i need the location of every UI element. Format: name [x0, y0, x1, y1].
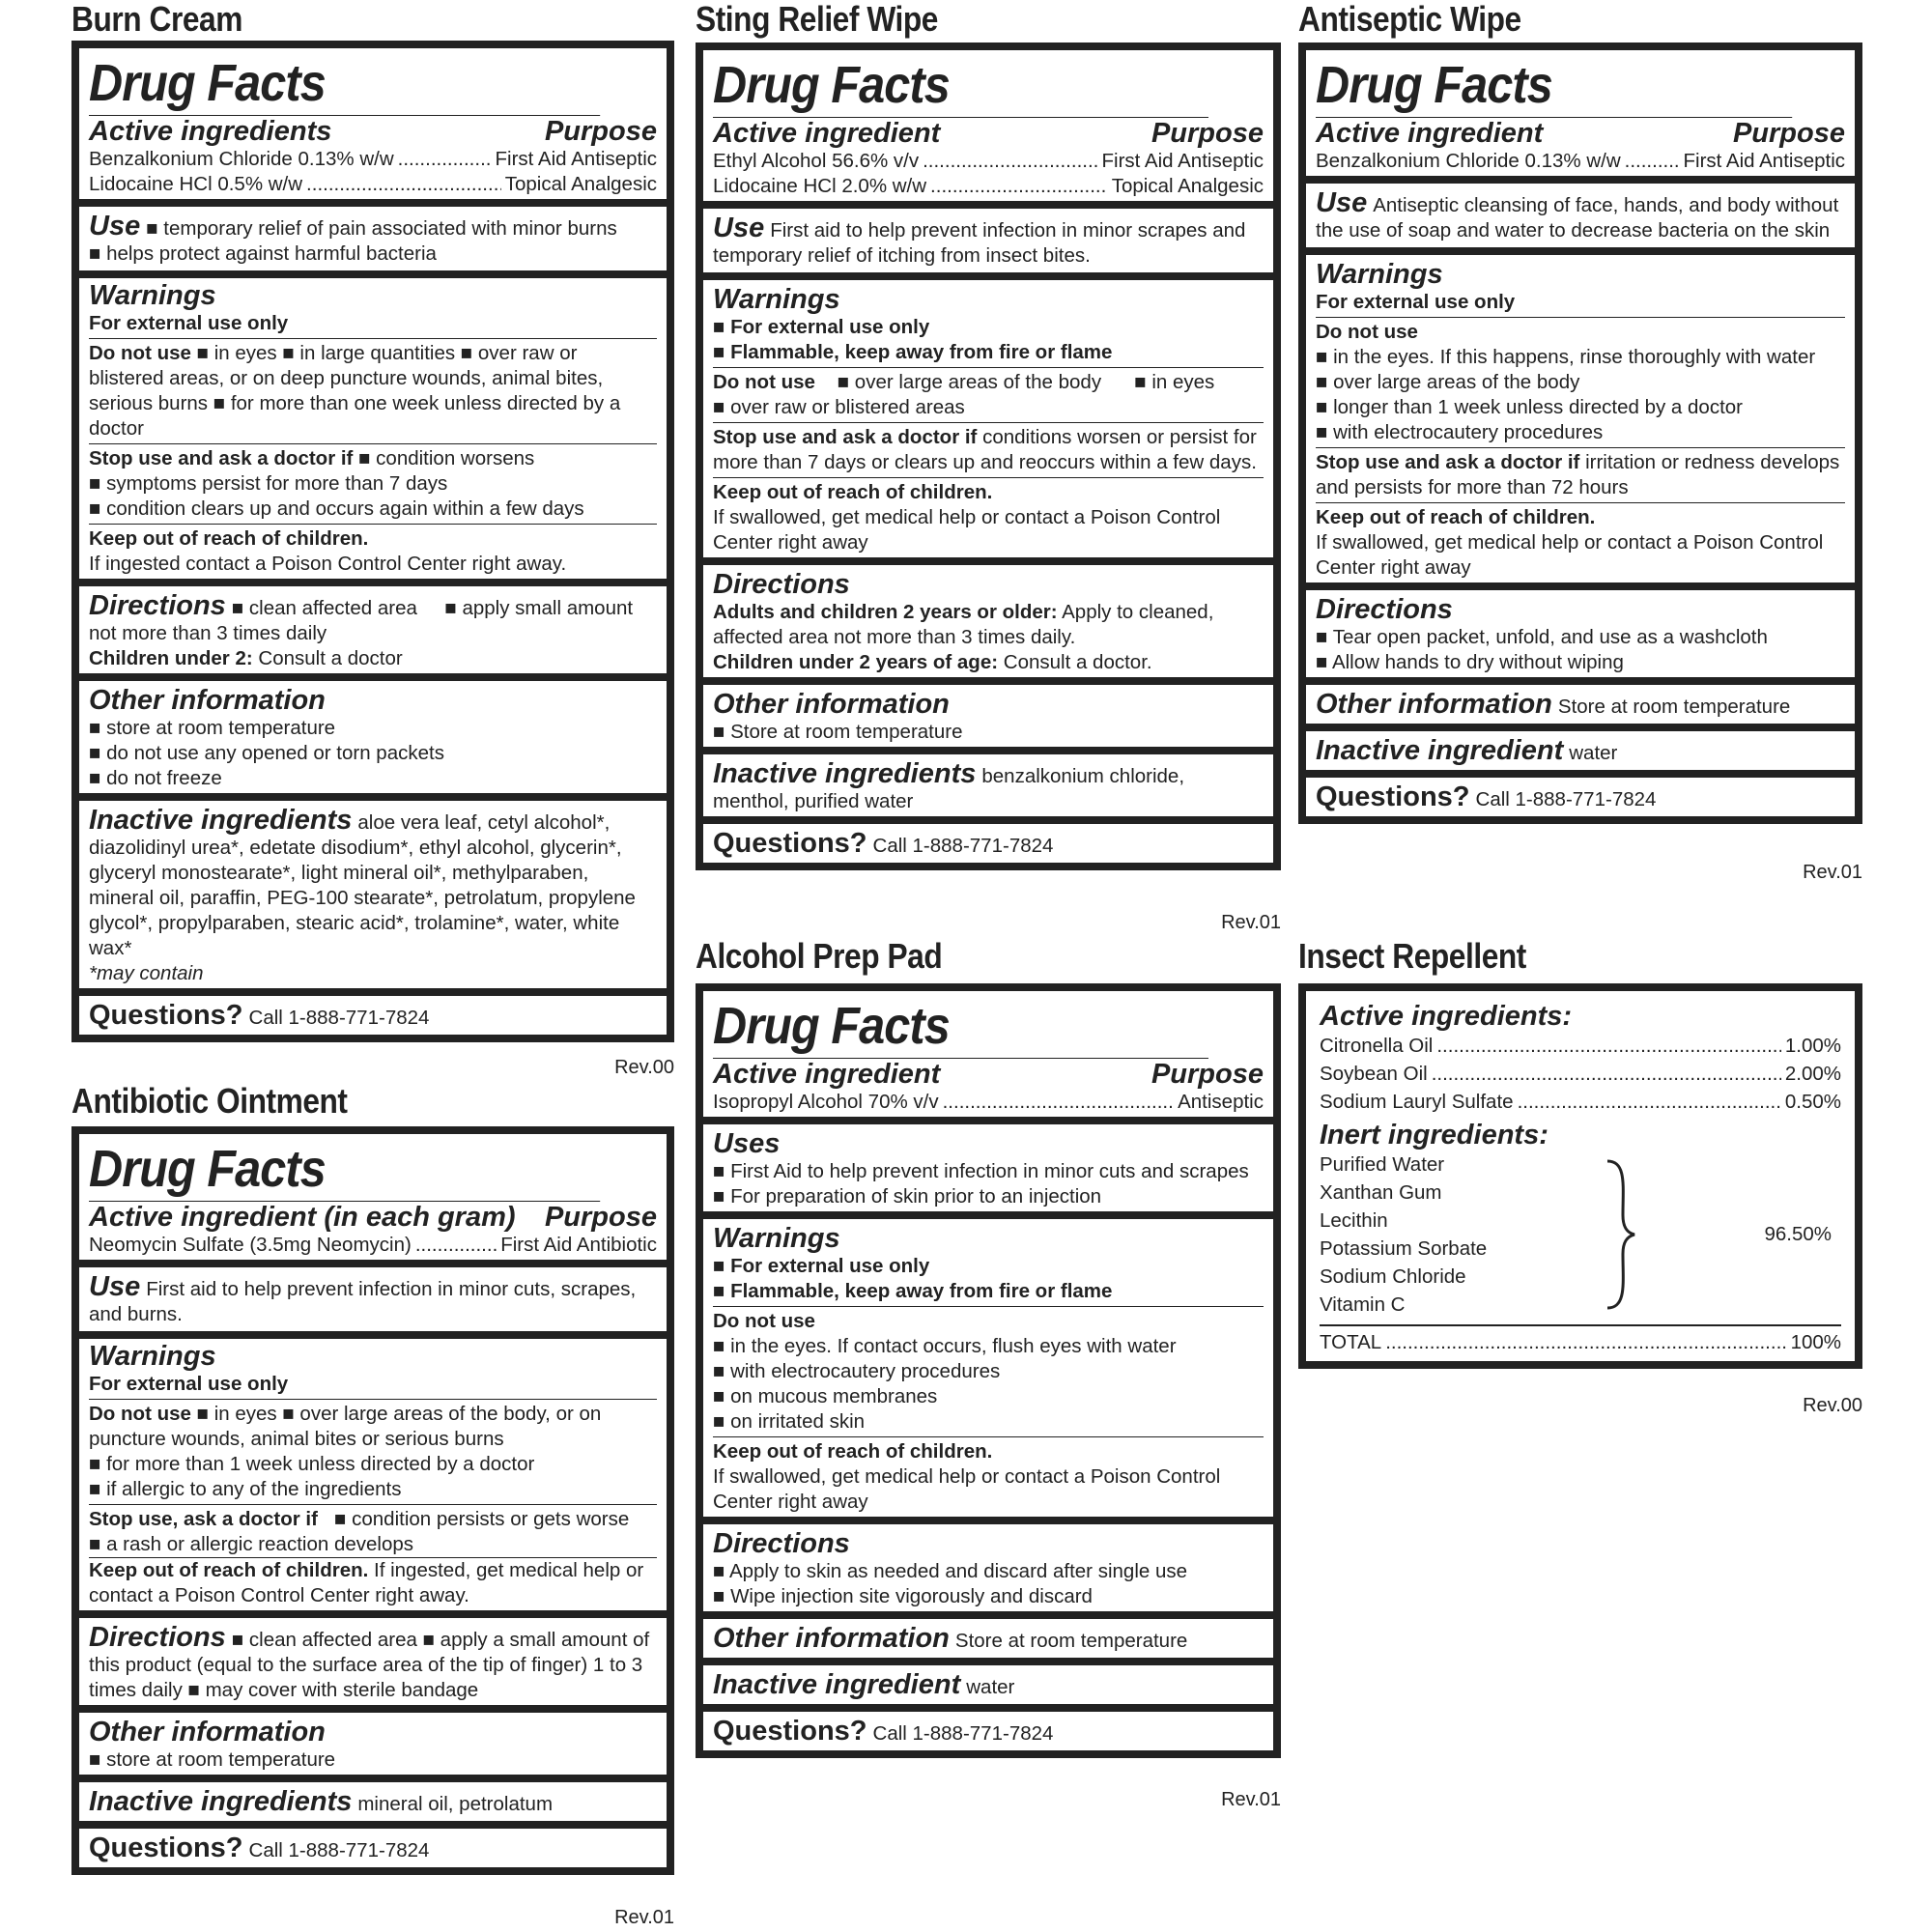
ingredient-row: [713, 149, 1264, 174]
ingredient-name: Lidocaine HCl 2.0% w/w: [713, 175, 927, 197]
warnings-heading: Warnings: [89, 280, 216, 311]
adults-label: Adults and children 2 years or older:: [713, 601, 1058, 623]
keep-out-heading: Keep out of reach of children.: [713, 1440, 993, 1463]
questions-section: [703, 816, 1273, 863]
questions-heading: Questions?: [89, 1000, 243, 1031]
ingredient-row: [713, 174, 1264, 199]
directions-section: [1306, 582, 1855, 677]
inactive-section: [79, 793, 667, 988]
antibiotic-title: Antibiotic Ointment: [71, 1081, 348, 1121]
do-not-use-item: ■ over raw or blistered areas: [713, 396, 965, 418]
warnings-section: [79, 1331, 667, 1610]
do-not-use-item: ■ in eyes ■ over large areas of the body, or on puncture wounds, animal bites or serious burns: [89, 1403, 602, 1450]
warning-item: ■ For external use only: [713, 1255, 930, 1277]
sting-relief-title: Sting Relief Wipe: [696, 0, 938, 39]
use-item: ■ For preparation of skin prior to an injection: [713, 1185, 1102, 1208]
alcohol-prep-panel: [696, 937, 1281, 1758]
questions-heading: Questions?: [713, 828, 867, 859]
other-info-item: ■ store at room temperature: [89, 1748, 336, 1771]
direction-item: ■ Tear open packet, unfold, and use as a washcloth: [1316, 626, 1768, 648]
do-not-use-item: ■ in eyes: [1134, 371, 1215, 393]
active-ingredients-heading: Active ingredients:: [1320, 1001, 1573, 1032]
drug-facts-heading: Drug Facts: [89, 1135, 600, 1202]
burn-cream-title: Burn Cream: [71, 0, 242, 39]
questions-heading: Questions?: [1316, 781, 1470, 812]
keep-out-text: If swallowed, get medical help or contact a Poison Control Center right away: [713, 506, 1221, 554]
inactive-heading: Inactive ingredient: [713, 1669, 961, 1700]
ingredient-name: Isopropyl Alcohol 70% v/v: [713, 1091, 939, 1113]
warnings-section: [703, 272, 1273, 557]
other-info-heading: Other information: [713, 1623, 950, 1654]
other-info-heading: Other information: [713, 689, 950, 720]
ingredient-row: [713, 1090, 1264, 1115]
ingredient-row: [1316, 149, 1845, 174]
external-use-note: For external use only: [1316, 291, 1516, 313]
burn-cream-panel: [71, 0, 674, 1042]
inactive-text: water: [1569, 742, 1618, 764]
active-heading: Active ingredient: [713, 1059, 941, 1090]
other-info-item: ■ Store at room temperature: [713, 721, 963, 743]
purpose-heading: Purpose: [1151, 1059, 1264, 1090]
inert-percent: 96.50%: [1764, 1223, 1832, 1245]
do-not-use-item: ■ if allergic to any of the ingredients: [89, 1478, 402, 1500]
direction-item: not more than 3 times daily: [89, 622, 327, 644]
other-info-section: [1306, 677, 1855, 724]
do-not-use-item: ■ on mucous membranes: [713, 1385, 938, 1407]
direction-item: ■ Allow hands to dry without wiping: [1316, 651, 1624, 673]
antiseptic-drug-facts: [1298, 43, 1862, 824]
ingredient-purpose: First Aid Antibiotic: [500, 1234, 657, 1256]
do-not-use-item: ■ in the eyes. If contact occurs, flush eyes with water: [713, 1335, 1177, 1357]
do-not-use-heading: Do not use: [713, 371, 815, 393]
stop-item: ■ a rash or allergic reaction develops: [89, 1533, 413, 1555]
other-info-section: [79, 673, 667, 793]
other-info-text: Store at room temperature: [1557, 696, 1791, 718]
warnings-heading: Warnings: [713, 1223, 840, 1254]
questions-section: [1306, 770, 1855, 816]
active-heading: Active ingredient (in each gram): [89, 1202, 516, 1233]
inactive-section: [703, 747, 1273, 816]
inert-ingredient: Purified Water: [1320, 1153, 1445, 1176]
inert-ingredients-group: [1320, 1151, 1841, 1319]
warnings-heading: Warnings: [89, 1341, 216, 1372]
keep-out-heading: Keep out of reach of children.: [89, 1559, 369, 1581]
ingredient-name: Sodium Lauryl Sulfate: [1320, 1091, 1514, 1113]
stop-item: ■ condition persists or gets worse: [334, 1508, 630, 1530]
antiseptic-revision: Rev.01: [1803, 862, 1862, 883]
may-contain-note: *may contain: [89, 962, 204, 984]
sting-relief-revision: Rev.01: [1221, 912, 1281, 933]
alcohol-prep-revision: Rev.01: [1221, 1789, 1281, 1810]
other-info-item: ■ do not freeze: [89, 767, 222, 789]
stop-use-heading: Stop use and ask a doctor if: [1316, 451, 1580, 473]
keep-out-heading: Keep out of reach of children.: [1316, 506, 1596, 528]
warnings-heading: Warnings: [713, 284, 840, 315]
drug-facts-heading: Drug Facts: [713, 51, 1208, 118]
directions-text: ■ clean affected area ■ apply a small amount of this product (equal to the surface area of the tip of finger) 1 to 3 times daily ■ may cover with sterile bandage: [89, 1629, 650, 1701]
alcohol-prep-drug-facts: [696, 983, 1281, 1758]
ingredient-purpose: First Aid Antiseptic: [1683, 150, 1845, 172]
direction-item: ■ Wipe injection site vigorously and discard: [713, 1585, 1093, 1607]
inert-ingredient: Lecithin: [1320, 1209, 1388, 1232]
children-label: Children under 2 years of age:: [713, 651, 999, 673]
ingredient-percent: 0.50%: [1784, 1091, 1841, 1113]
active-ingredient-row: [1320, 1088, 1841, 1116]
purpose-heading: Purpose: [1732, 118, 1845, 149]
ingredient-name: Soybean Oil: [1320, 1063, 1428, 1085]
insect-repellent-revision: Rev.00: [1803, 1395, 1862, 1416]
other-info-item: ■ do not use any opened or torn packets: [89, 742, 444, 764]
do-not-use-heading: Do not use: [89, 1403, 191, 1425]
active-section: [703, 991, 1273, 1117]
stop-item: ■ condition clears up and occurs again within a few days: [89, 497, 584, 520]
purpose-heading: Purpose: [544, 1202, 657, 1233]
other-info-item: ■ store at room temperature: [89, 717, 336, 739]
do-not-use-item: ■ on irritated skin: [713, 1410, 866, 1433]
ingredient-name: Benzalkonium Chloride 0.13% w/w: [89, 148, 394, 170]
active-section: [79, 1134, 667, 1260]
sting-relief-drug-facts: [696, 43, 1281, 870]
phone-number: Call 1-888-771-7824: [872, 835, 1054, 857]
keep-out-text: If ingested contact a Poison Control Center right away.: [89, 553, 567, 575]
inactive-heading: Inactive ingredients: [713, 758, 977, 789]
active-section: [703, 50, 1273, 201]
warning-item: ■ Flammable, keep away from fire or flame: [713, 1280, 1113, 1302]
keep-out-text: If swallowed, get medical help or contact a Poison Control Center right away: [713, 1465, 1221, 1513]
brace-icon: [1602, 1157, 1640, 1312]
antibiotic-ointment-panel: [71, 1082, 674, 1875]
ingredient-row: [89, 1233, 657, 1258]
directions-heading: Directions: [89, 1622, 226, 1653]
use-heading: Use: [89, 211, 141, 242]
phone-number: Call 1-888-771-7824: [872, 1722, 1054, 1745]
ingredient-percent: 1.00%: [1784, 1035, 1841, 1057]
active-heading: Active ingredient: [1316, 118, 1544, 149]
inactive-text: mineral oil, petrolatum: [357, 1793, 554, 1815]
use-heading: Use: [89, 1271, 141, 1302]
phone-number: Call 1-888-771-7824: [248, 1007, 430, 1029]
other-info-heading: Other information: [89, 685, 326, 716]
stop-item: ■ condition worsens: [358, 447, 535, 469]
active-section: [79, 48, 667, 199]
ingredient-purpose: Topical Analgesic: [1111, 175, 1264, 197]
children-label: Children under 2:: [89, 647, 253, 669]
warnings-section: [1306, 247, 1855, 582]
burn-cream-drug-facts: [71, 41, 674, 1042]
other-info-section: [79, 1705, 667, 1775]
children-text: Consult a doctor: [252, 647, 403, 669]
active-ingredient-row: [1320, 1060, 1841, 1088]
keep-out-text: If swallowed, get medical help or contact a Poison Control Center right away: [1316, 531, 1824, 579]
ingredient-purpose: First Aid Antiseptic: [1101, 150, 1264, 172]
questions-section: [79, 988, 667, 1035]
other-info-heading: Other information: [89, 1717, 326, 1747]
ingredient-purpose: Antiseptic: [1178, 1091, 1264, 1113]
directions-heading: Directions: [89, 590, 226, 621]
do-not-use-item: ■ with electrocautery procedures: [713, 1360, 1001, 1382]
burn-cream-revision: Rev.00: [614, 1057, 674, 1078]
active-heading: Active ingredients: [89, 116, 332, 147]
inert-ingredients-heading: Inert ingredients:: [1320, 1120, 1548, 1151]
purpose-heading: Purpose: [1151, 118, 1264, 149]
total-row: [1320, 1330, 1841, 1355]
do-not-use-item: ■ over large areas of the body: [1316, 371, 1580, 393]
stop-use-text: irritation or redness develops and persists for more than 72 hours: [1316, 451, 1840, 498]
inactive-section: [1306, 724, 1855, 770]
ingredient-row: [89, 172, 657, 197]
warning-item: ■ Flammable, keep away from fire or flame: [713, 341, 1113, 363]
questions-section: [79, 1821, 667, 1867]
adults-text: Apply to cleaned, affected area not more than 3 times daily.: [713, 601, 1214, 648]
antiseptic-wipe-panel: [1298, 0, 1862, 824]
inactive-text: benzalkonium chloride, menthol, purified water: [713, 765, 1185, 812]
inactive-text: aloe vera leaf, cetyl alcohol*, diazolidinyl urea*, edetate disodium*, ethyl alcohol, glycerin*, glyceryl monostearate*, light mineral oil*, methylparaben, mineral oil, paraffin, PEG-100 stearate*, petrolatum, propylene glycol*, propylparaben, stearic acid*, trolamine*, water, white wax*: [89, 811, 636, 959]
use-section: [79, 1260, 667, 1331]
external-use-note: For external use only: [89, 1373, 289, 1395]
inert-ingredient: Potassium Sorbate: [1320, 1237, 1488, 1260]
use-heading: Use: [1316, 187, 1368, 218]
drug-facts-heading: Drug Facts: [89, 49, 600, 116]
stop-use-heading: Stop use and ask a doctor if: [89, 447, 354, 469]
uses-section: [703, 1117, 1273, 1211]
use-item: ■ helps protect against harmful bacteria: [89, 242, 437, 265]
do-not-use-item: ■ with electrocautery procedures: [1316, 421, 1604, 443]
use-heading: Use: [713, 213, 765, 243]
keep-out-heading: Keep out of reach of children.: [713, 481, 993, 503]
insect-repellent-title: Insect Repellent: [1298, 936, 1526, 976]
do-not-use-item: ■ for more than 1 week unless directed by a doctor: [89, 1453, 535, 1475]
do-not-use-heading: Do not use: [1316, 321, 1418, 343]
sting-relief-panel: [696, 0, 1281, 870]
stop-use-heading: Stop use and ask a doctor if: [713, 426, 978, 448]
ingredient-name: Benzalkonium Chloride 0.13% w/w: [1316, 150, 1621, 172]
direction-item: ■ Apply to skin as needed and discard after single use: [713, 1560, 1188, 1582]
direction-item: ■ apply small amount: [444, 597, 634, 619]
inert-ingredient: Sodium Chloride: [1320, 1265, 1466, 1288]
warning-item: ■ For external use only: [713, 316, 930, 338]
ingredient-percent: 2.00%: [1784, 1063, 1841, 1085]
warnings-section: [79, 270, 667, 579]
keep-out-heading: Keep out of reach of children.: [89, 527, 369, 550]
use-section: [703, 201, 1273, 272]
keep-out-text: If ingested, get medical help or contact a Poison Control Center right away.: [89, 1559, 644, 1606]
insect-repellent-ingredients: [1298, 983, 1862, 1369]
do-not-use-item: ■ over large areas of the body: [837, 371, 1102, 393]
directions-heading: Directions: [1316, 594, 1453, 625]
inactive-text: water: [966, 1676, 1015, 1698]
inert-ingredient: Vitamin C: [1320, 1293, 1406, 1316]
directions-heading: Directions: [713, 1528, 850, 1559]
directions-section: [79, 1610, 667, 1705]
ingredient-purpose: Topical Analgesic: [504, 173, 657, 195]
directions-section: [703, 1517, 1273, 1611]
antiseptic-title: Antiseptic Wipe: [1298, 0, 1521, 39]
ingredient-name: Lidocaine HCl 0.5% w/w: [89, 173, 303, 195]
total-label: TOTAL: [1320, 1331, 1382, 1353]
ingredient-name: Citronella Oil: [1320, 1035, 1434, 1057]
ingredient-row: [89, 147, 657, 172]
use-item: ■ temporary relief of pain associated with minor burns: [146, 217, 617, 240]
do-not-use-item: ■ in the eyes. If this happens, rinse thoroughly with water: [1316, 346, 1816, 368]
inactive-section: [79, 1775, 667, 1821]
stop-use-text: conditions worsen or persist for more than 7 days or clears up and reoccurs within a few days.: [713, 426, 1257, 473]
inert-ingredient: Xanthan Gum: [1320, 1181, 1442, 1204]
use-section: [1306, 176, 1855, 247]
other-info-heading: Other information: [1316, 689, 1552, 720]
directions-section: [79, 579, 667, 673]
do-not-use-item: ■ longer than 1 week unless directed by a doctor: [1316, 396, 1744, 418]
ingredient-purpose: First Aid Antiseptic: [495, 148, 657, 170]
purpose-heading: Purpose: [544, 116, 657, 147]
drug-facts-heading: Drug Facts: [1316, 51, 1792, 118]
other-info-section: [703, 1611, 1273, 1658]
insect-repellent-panel: [1298, 937, 1862, 1369]
phone-number: Call 1-888-771-7824: [248, 1839, 430, 1861]
warnings-section: [703, 1211, 1273, 1517]
direction-item: ■ clean affected area: [231, 597, 417, 619]
do-not-use-heading: Do not use: [713, 1310, 815, 1332]
uses-heading: Uses: [713, 1128, 781, 1159]
questions-heading: Questions?: [713, 1716, 867, 1747]
use-text: First aid to help prevent infection in minor cuts, scrapes, and burns.: [89, 1278, 637, 1325]
do-not-use-text: ■ in eyes ■ in large quantities ■ over raw or blistered areas, or on deep puncture wounds, animal bites, serious burns ■ for more than one week unless directed by a doctor: [89, 342, 621, 440]
total-percent: 100%: [1790, 1331, 1841, 1353]
active-ingredient-row: [1320, 1032, 1841, 1060]
use-text: Antiseptic cleansing of face, hands, and body without the use of soap and water to decrease bacteria on the skin: [1316, 194, 1839, 242]
use-section: [79, 199, 667, 270]
inactive-heading: Inactive ingredients: [89, 1786, 353, 1817]
phone-number: Call 1-888-771-7824: [1475, 788, 1657, 810]
active-heading: Active ingredient: [713, 118, 941, 149]
directions-heading: Directions: [713, 569, 850, 600]
use-text: First aid to help prevent infection in minor scrapes and temporary relief of itching from insect bites.: [713, 219, 1246, 267]
inactive-section: [703, 1658, 1273, 1704]
children-text: Consult a doctor.: [998, 651, 1152, 673]
do-not-use-heading: Do not use: [89, 342, 191, 364]
drug-facts-heading: Drug Facts: [713, 992, 1208, 1059]
ingredient-name: Neomycin Sulfate (3.5mg Neomycin): [89, 1234, 412, 1256]
inactive-heading: Inactive ingredients: [89, 805, 353, 836]
questions-heading: Questions?: [89, 1833, 243, 1863]
stop-item: ■ symptoms persist for more than 7 days: [89, 472, 448, 495]
other-info-text: Store at room temperature: [954, 1630, 1188, 1652]
ingredient-name: Ethyl Alcohol 56.6% v/v: [713, 150, 920, 172]
active-section: [1306, 50, 1855, 176]
warnings-heading: Warnings: [1316, 259, 1443, 290]
antibiotic-drug-facts: [71, 1126, 674, 1875]
other-info-section: [703, 677, 1273, 747]
alcohol-prep-title: Alcohol Prep Pad: [696, 936, 943, 976]
antibiotic-revision: Rev.01: [614, 1907, 674, 1928]
inactive-heading: Inactive ingredient: [1316, 735, 1564, 766]
stop-use-heading: Stop use, ask a doctor if: [89, 1508, 318, 1530]
questions-section: [703, 1704, 1273, 1750]
external-use-note: For external use only: [89, 312, 289, 334]
use-item: ■ First Aid to help prevent infection in minor cuts and scrapes: [713, 1160, 1249, 1182]
directions-section: [703, 557, 1273, 677]
